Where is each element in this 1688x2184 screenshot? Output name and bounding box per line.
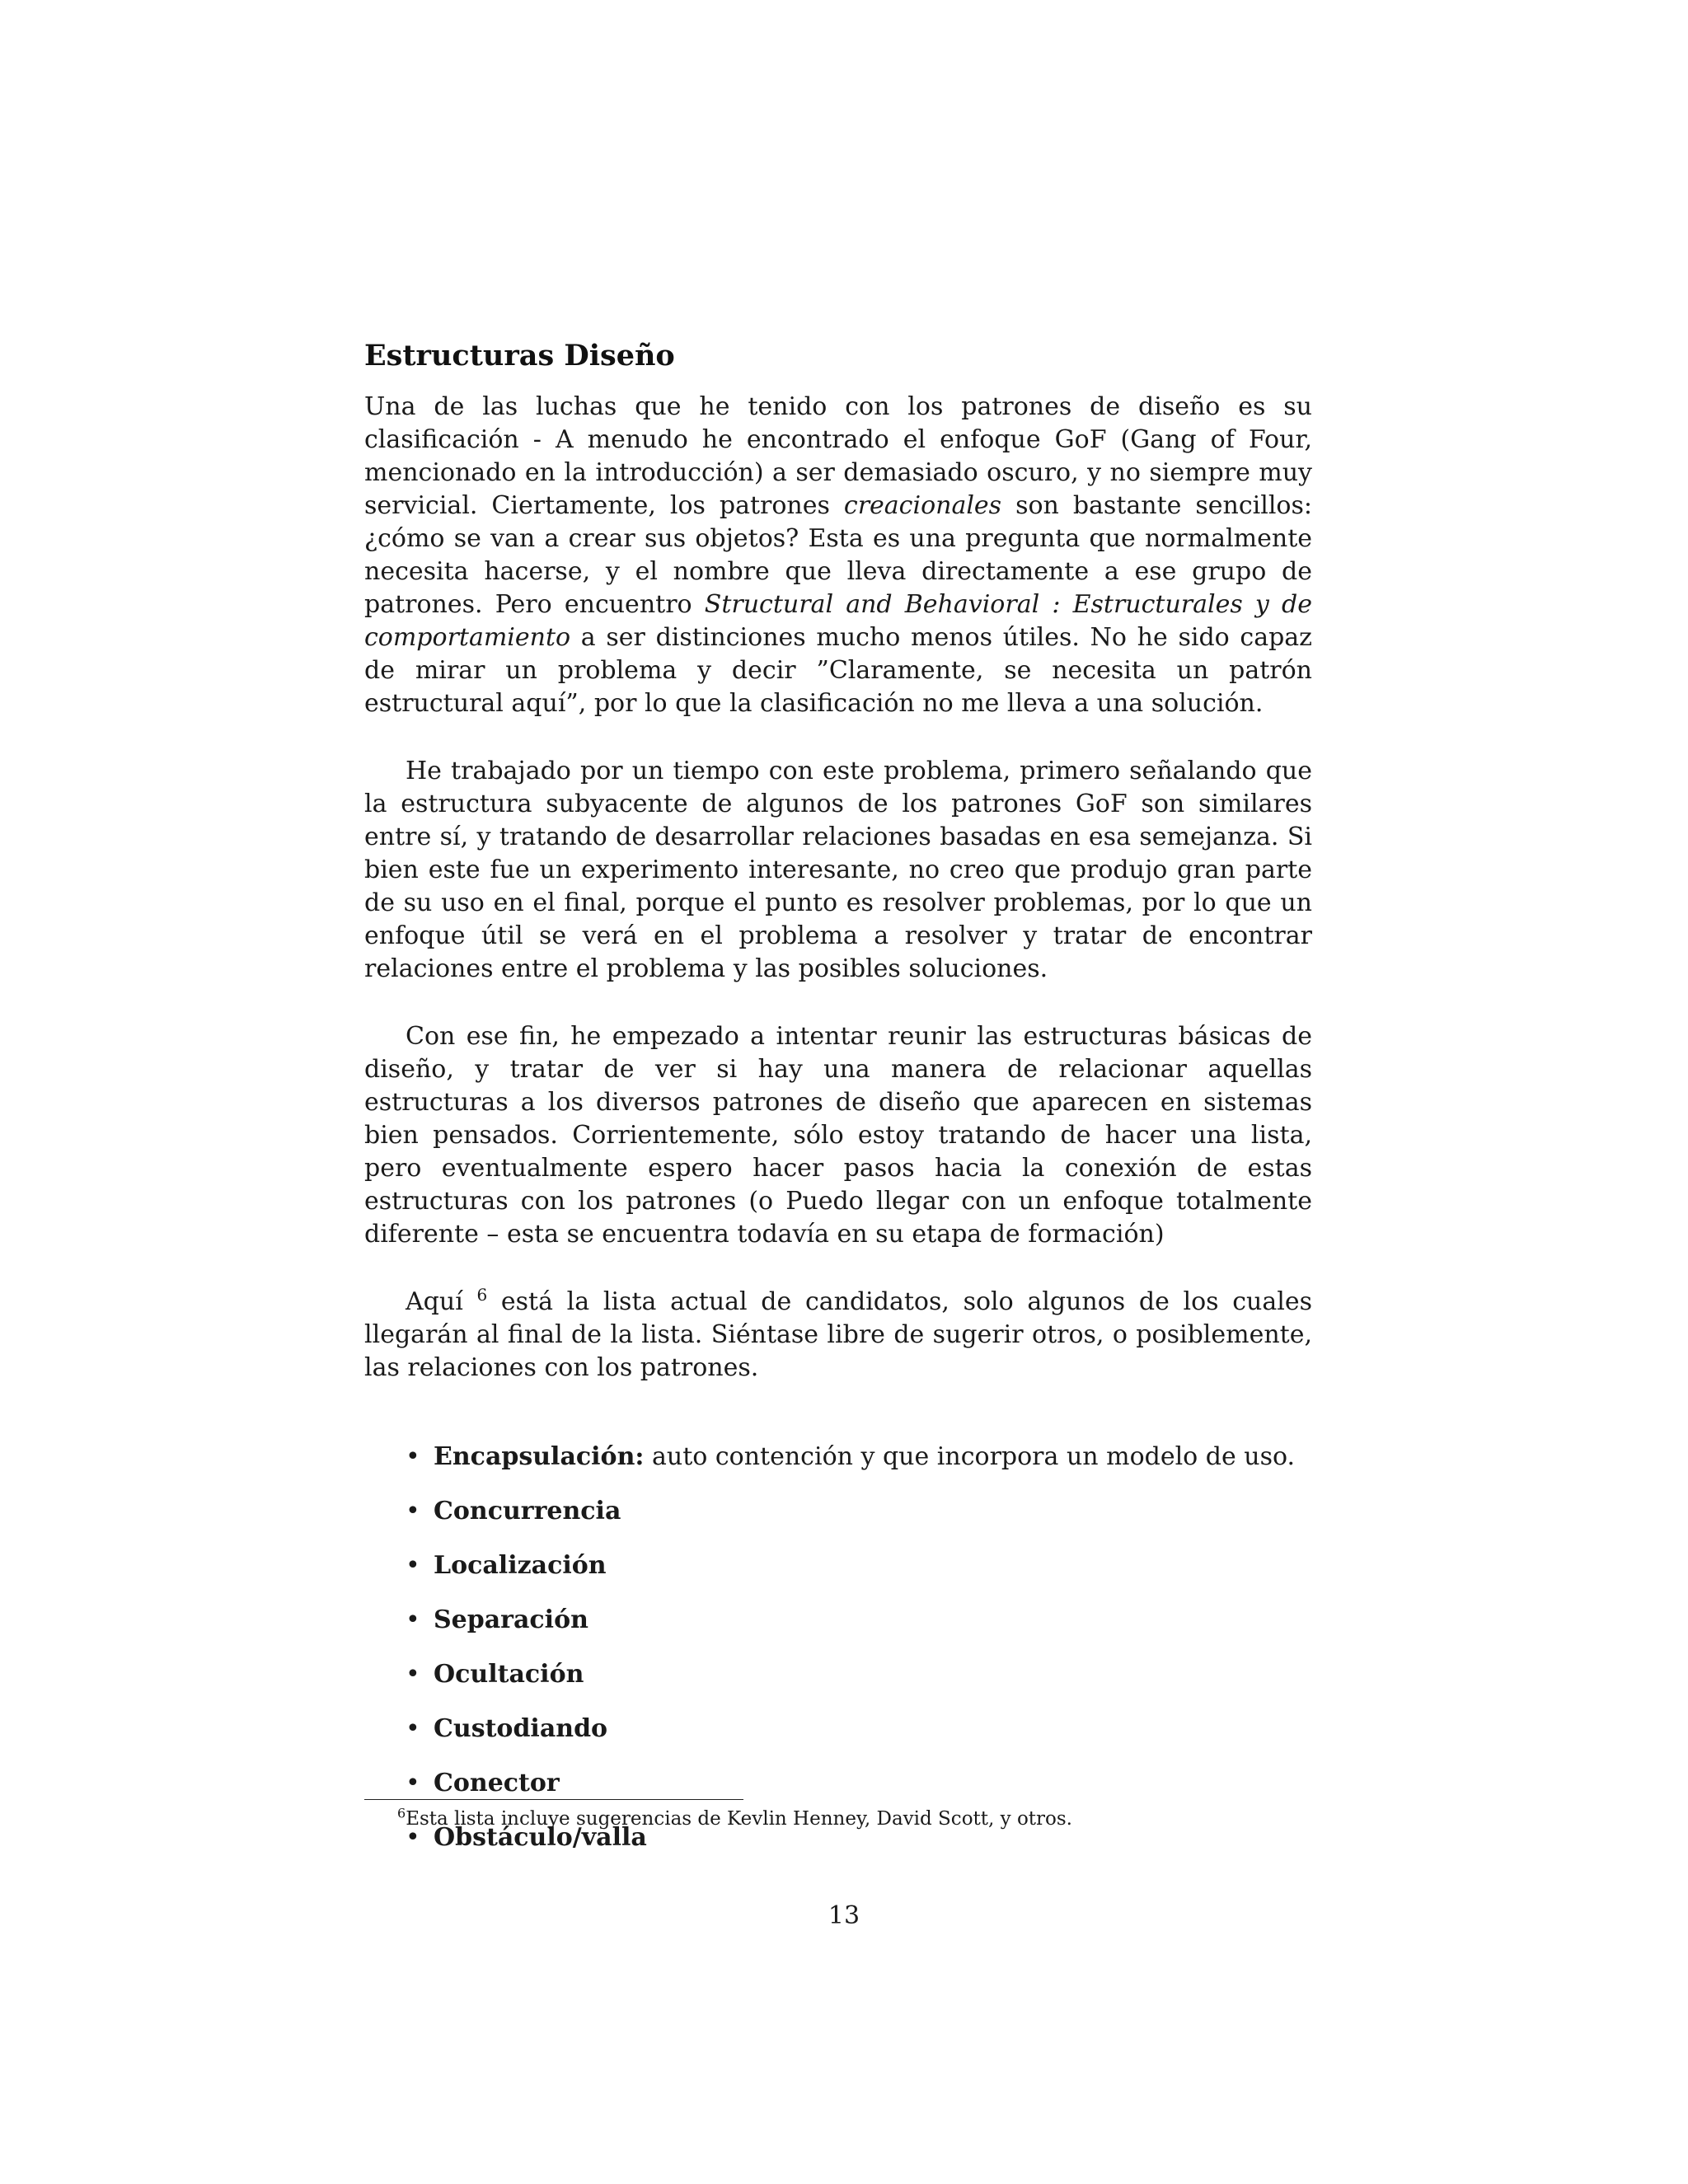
paragraph-1-italic-creacionales: creacionales (843, 491, 1002, 520)
list-item-term: Encapsulación: (434, 1442, 645, 1471)
paragraph-4 (364, 1286, 1312, 1385)
list-item-term: Conector (434, 1769, 560, 1797)
list-item-term: Custodiando (434, 1714, 608, 1743)
list-item-term: Obstáculo/valla (434, 1823, 647, 1852)
page-content (364, 336, 1312, 1876)
footnote (397, 1807, 1304, 1831)
paragraph-1-italic-structural: Structural and Behavioral : Estructurales y de comportamiento (364, 590, 1313, 652)
footnote-divider (364, 1799, 743, 1800)
list-item-description: auto contención y que incorpora un modelo de uso. (644, 1442, 1296, 1471)
paragraph-4-text-a: Aquí (406, 1287, 477, 1316)
list-item-term: Localización (434, 1551, 607, 1580)
footnote-mark: 6 (397, 1805, 406, 1821)
list-item (406, 1713, 1312, 1746)
paragraph-1-text-e: a ser distinciones mucho menos útiles. No he sido capaz de mirar un problema y decir ”Claramente, se necesita un patrón estructural aquí”, por lo que la clasificación no me lleva a una solución. (364, 623, 1312, 718)
list-item (406, 1441, 1312, 1474)
list-item (406, 1604, 1312, 1637)
paragraph-4-text-b: está la lista actual de candidatos, solo algunos de los cuales llegarán al final de la lista. Siéntase libre de sugerir otros, o posiblemente, las relaciones con los patrones. (364, 1287, 1312, 1382)
section-title: Estructuras Diseño (364, 339, 675, 373)
footnote-text: Esta lista incluye sugerencias de Kevlin Henney, David Scott, y otros. (406, 1808, 1072, 1830)
list-item (406, 1495, 1312, 1528)
footnote-reference[interactable]: 6 (476, 1285, 488, 1305)
paragraph-1 (364, 391, 1312, 720)
list-item (406, 1549, 1312, 1582)
list-item (406, 1767, 1312, 1800)
page-number: 13 (828, 1901, 860, 1930)
list-item (406, 1658, 1312, 1691)
paragraph-3: Con ese fin, he empezado a intentar reunir las estructuras básicas de diseño, y tratar de ver si hay una manera de relacionar aquellas estructuras a los diversos patrones de diseño que aparecen en sistemas bien pensados. Corrientemente, sólo estoy tratando de hacer una lista, pero eventualmente espero hacer pasos hacia la conexión de estas estructuras con los patrones (o Puedo llegar con un enfoque totalmente diferente – esta se encuentra todavía en su etapa de formación) (364, 1022, 1312, 1249)
paragraph-1-text-c: son bastante sencillos: ¿cómo se van a crear sus objetos? Esta es una pregunta que normalmente necesita hacerse, y el nombre que lleva directamente a ese grupo de patrones. Pero encuentro (364, 491, 1312, 619)
design-structures-list (364, 1441, 1312, 1854)
paragraph-2: He trabajado por un tiempo con este problema, primero señalando que la estructura subyacente de algunos de los patrones GoF son similares entre sí, y tratando de desarrollar relaciones basadas en esa semejanza. Si bien este fue un experimento interesante, no creo que produjo gran parte de su uso en el final, porque el punto es resolver problemas, por lo que un enfoque útil se verá en el problema a resolver y tratar de encontrar relaciones entre el problema y las posibles soluciones. (364, 757, 1312, 983)
list-item-term: Concurrencia (434, 1497, 621, 1526)
list-item-term: Separación (434, 1605, 588, 1634)
paragraph-1-text-a: Una de las luchas que he tenido con los patrones de diseño es su clasificación - A menudo he encontrado el enfoque GoF (Gang of Four, mencionado en la introducción) a ser demasiado oscuro, y no siempre muy servicial. Ciertamente, los patrones (364, 392, 1312, 520)
list-item-term: Ocultación (434, 1660, 584, 1689)
